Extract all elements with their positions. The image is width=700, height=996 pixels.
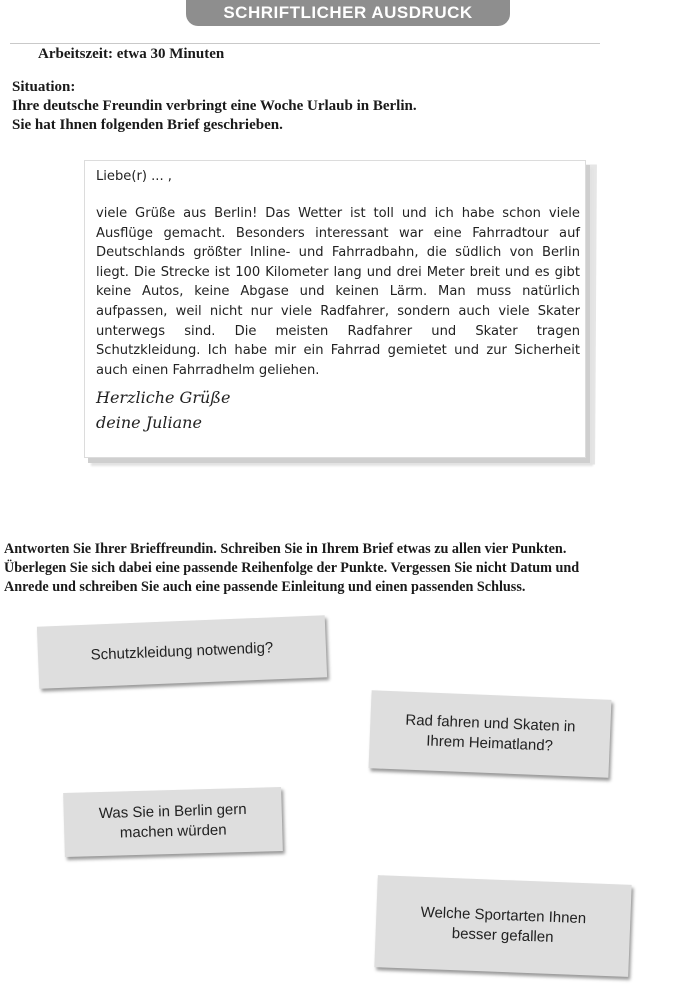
prompt-card-text: Was Sie in Berlin gern machen würden	[98, 800, 247, 842]
task-line-3: Anrede und schreiben Sie auch eine passende Einleitung und einen passenden Schluss.	[4, 579, 526, 595]
task-line-1: Antworten Sie Ihrer Brieffreundin. Schreiben Sie in Ihrem Brief etwas zu allen vier Punkten.	[4, 541, 567, 557]
task-instructions	[4, 540, 696, 597]
letter-signature: deine Juliane	[96, 413, 202, 432]
situation-block	[12, 78, 417, 135]
prompt-card-home-country	[369, 690, 612, 778]
prompt-card-text: Rad fahren und Skaten in Ihrem Heimatland?	[405, 711, 576, 755]
section-header: SCHRIFTLICHER AUSDRUCK	[186, 0, 510, 26]
situation-label: Situation:	[12, 79, 76, 95]
situation-line-1: Ihre deutsche Freundin verbringt eine Woche Urlaub in Berlin.	[12, 98, 417, 114]
letter-salutation: Liebe(r) ... ,	[96, 169, 172, 184]
prompt-card-text: Schutzkleidung notwendig?	[90, 639, 274, 664]
letter-card	[84, 160, 586, 458]
prompt-card-protective-gear	[37, 615, 327, 689]
task-line-2: Überlegen Sie sich dabei eine passende Reihenfolge der Punkte. Vergessen Sie nicht Datum und	[4, 560, 580, 576]
letter-body: viele Grüße aus Berlin! Das Wetter ist toll und ich habe schon viele Ausflüge gemacht. Besonders interessant war eine Fahrradtour auf Deutschlands größter Inline- und Fahrradbahn, die südlich von Berlin liegt. Die Strecke ist 100 Kilometer lang und drei Meter breit und es gibt keine Autos, keine Abgase und keinen Lärm. Man muss natürlich aufpassen, weil nicht nur viele Radfahrer, sondern auch viele Skater unterwegs sind. Die meisten Radfahrer und Skater tragen Schutzkleidung. Ich habe mir ein Fahrrad gemietet und zur Sicherheit auch einen Fahrradhelm geliehen.	[96, 206, 580, 378]
letter-closing-line-1: Herzliche Grüße	[96, 388, 231, 407]
prompt-card-text: Welche Sportarten Ihnen besser gefallen	[420, 903, 587, 946]
prompt-card-berlin-plans	[63, 787, 283, 857]
situation-line-2: Sie hat Ihnen folgenden Brief geschrieben.	[12, 117, 283, 133]
prompt-card-sports	[374, 875, 631, 977]
header-divider	[10, 43, 600, 44]
letter-closing	[96, 385, 230, 435]
work-time-label: Arbeitszeit: etwa 30 Minuten	[38, 46, 225, 62]
